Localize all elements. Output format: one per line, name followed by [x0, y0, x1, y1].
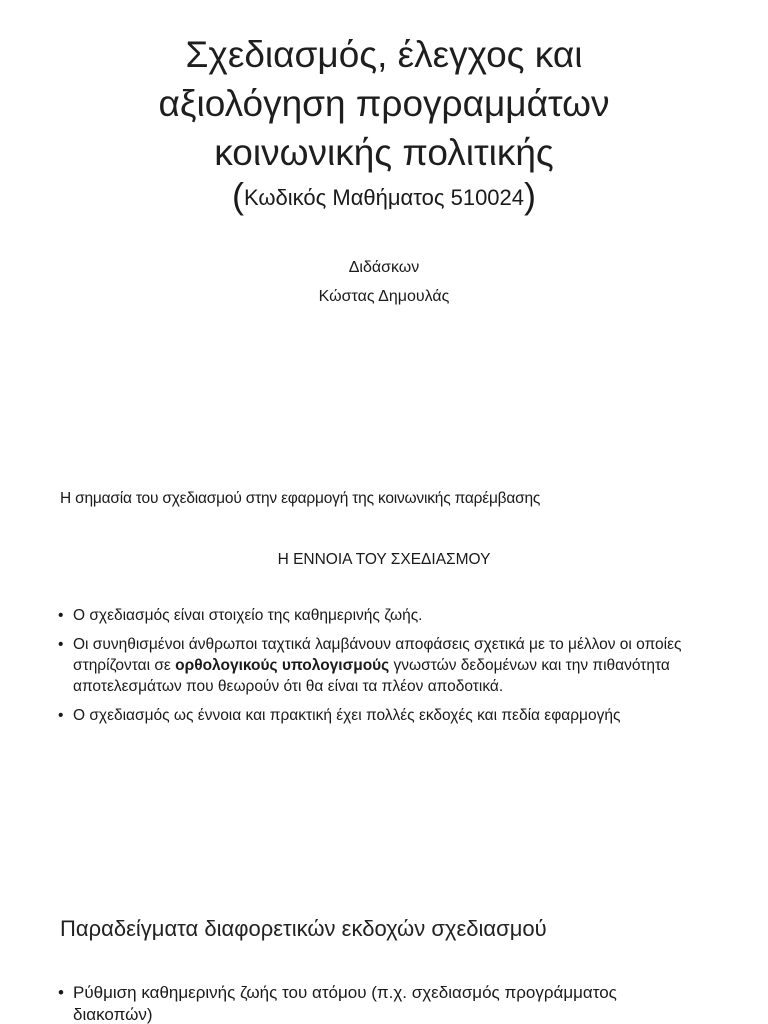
slide-heading: Η σημασία του σχεδιασμού στην εφαρμογή της κοινωνικής παρέμβασης [60, 490, 541, 507]
instructor-name: Κώστας Δημουλάς [318, 288, 450, 305]
slide-subheading: Η ΕΝΝΟΙΑ ΤΟΥ ΣΧΕΔΙΑΣΜΟΥ [277, 551, 491, 568]
concept-slide [0, 470, 768, 770]
bullet-icon: • [58, 636, 64, 653]
bullet-list [58, 982, 698, 1024]
course-title [0, 30, 768, 177]
bullet-list [58, 605, 718, 734]
course-code [0, 174, 768, 220]
course-title-line: Σχεδιασμός, έλεγχος και [185, 34, 583, 75]
course-code-paren-open: ( [231, 175, 244, 216]
bullet-text: Ο σχεδιασμός ως έννοια και πρακτική έχει πολλές εκδοχές και πεδία εφαρμογής [73, 707, 621, 724]
course-code-text: Κωδικός Μαθήματος 510024 [243, 185, 525, 210]
course-title-line: αξιολόγηση προγραμμάτων [158, 83, 610, 124]
bullet-text: γνωστών δεδομένων και την πιθανότητα αποτελεσμάτων που θεωρούν ότι θα είναι τα πλέον αποδοτικά. [73, 657, 670, 695]
bullet-icon: • [58, 607, 64, 624]
bullet-text: Ο σχεδιασμός είναι στοιχείο της καθημερινής ζωής. [73, 607, 423, 624]
course-code-paren-close: ) [524, 175, 537, 216]
instructor-label: Διδάσκων [348, 259, 420, 276]
slide-title: Παραδείγματα διαφορετικών εκδοχών σχεδιασμού [60, 916, 547, 941]
bullet-text: Ρύθμιση καθημερινής ζωής του ατόμου (π.χ. σχεδιασμός προγράμματος διακοπών) [73, 983, 617, 1024]
bullet-emphasis: ορθολογικούς υπολογισμούς [175, 657, 390, 674]
list-item [58, 705, 718, 726]
list-item [58, 982, 698, 1024]
examples-slide [0, 900, 768, 1024]
title-slide [0, 0, 768, 330]
bullet-icon: • [58, 983, 64, 1002]
list-item [58, 634, 718, 697]
bullet-text: Οι συνηθισμένοι άνθρωποι ταχτικά λαμβάνουν αποφάσεις σχετικά με το μέλλον οι οποίες στηρίζονται σε [73, 636, 682, 674]
course-title-line: κοινωνικής πολιτικής [214, 132, 554, 173]
list-item [58, 605, 718, 626]
bullet-icon: • [58, 707, 64, 724]
